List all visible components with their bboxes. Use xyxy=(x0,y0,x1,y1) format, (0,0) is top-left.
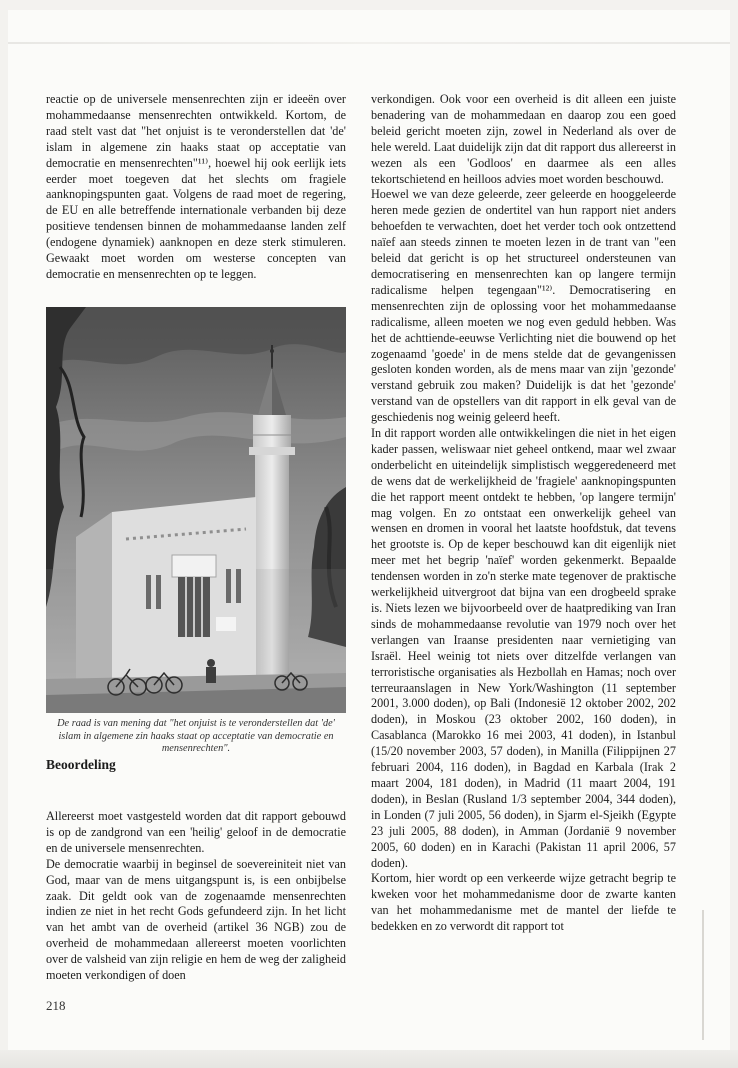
section-heading: Beoordeling xyxy=(46,757,116,772)
left-column-bottom xyxy=(46,809,346,984)
paragraph: reactie op de universele mensenrechten zijn er ideeën over mohammedaanse mensenrechten ontwikkeld. Kortom, de raad stelt vast dat "het onjuist is te veronderstellen dat 'de' islam in algemene zin haaks staat op acceptatie van democratie en mensenrechten"¹¹⁾, hoewel hij ook eerlijk iets eerder moet toegeven dat het slechts om fragiele aanknopingspunten gaat. Volgens de raad moet de regering, de EU en alle betreffende internationale verbanden bij deze positieve tendensen binnen de mohammedaanse landen zelf (endogene dynamiek) aanknopen en deze sterk stimuleren. Gewaakt moet worden om westerse concepten van democratie en mensenrechten op te leggen. xyxy=(46,92,346,281)
page-edge-shadow xyxy=(702,910,704,1040)
paragraph: Hoewel we van deze geleerde, zeer geleerde en hooggeleerde heren mede gezien de ondertitel van hun rapport niet anders behoefden te verwachten, doet het verder toch ook ontzettend naïef aan steeds zinnen te moeten lezen in de trant van "een beleid dat gericht is op het structureel ondersteunen van democratisering en mensenrechten kan op langere termijn radicalisme helpen tegengaan"¹²⁾. Democratisering en mensenrechten zijn de oplossing voor het mohammedaanse radicalisme, alleen moeten we nog even geduld hebben. Was het de achttiende-eeuwse Verlichting niet die bouwend op het zogenaamd 'goede' in de mens stelde dat de gevangenissen gesloten konden worden, als de mens maar van zijn 'gezonde' verstand gebruik zou maken? Duidelijk is dat het 'gezonde' verstand van de opstellers van dit rapport in elk geval van de geschiedenis nog weinig geleerd heeft. xyxy=(371,187,676,425)
mosque-photo xyxy=(46,307,346,713)
photo-caption: De raad is van mening dat "het onjuist is te veronderstellen dat 'de' islam in algemene zin haaks staat op acceptatie van democratie en mensenrechten". xyxy=(57,718,335,755)
document-page xyxy=(8,10,730,1058)
paragraph: verkondigen. Ook voor een overheid is dit alleen een juiste benadering van de mohammedaan en daarop zou een goed beleid gericht moeten zijn, zowel in Nederland als over de hele wereld. Laat duidelijk zijn dat dit rapport dus allereerst in wezen als een 'Godloos' en daarmee als een alles tekortschietend en heilloos advies moet worden beschouwd. xyxy=(371,92,676,186)
paragraph: De democratie waarbij in beginsel de soevereiniteit niet van God, maar van de mens uitgangspunt is, is een onbijbelse zaak. Dit geldt ook van de zogenaamde mensenrechten indien ze niet in het recht Gods gefundeerd zijn. In het licht van het ambt van de overheid (artikel 36 NGB) zou de overheid de mohammedaan allereerst moeten voorlichten over de valsheid van zijn religie en hem de weg der zaligheid moeten verkondigen of doen xyxy=(46,856,346,983)
right-column xyxy=(371,92,676,935)
mosque-illustration xyxy=(46,307,346,713)
scan-bottom-edge xyxy=(0,1050,738,1068)
left-column-top xyxy=(46,92,346,283)
paragraph: Allereerst moet vastgesteld worden dat dit rapport gebouwd is op de zandgrond van een 'heilig' geloof in de democratie en de universele mensenrechten. xyxy=(46,809,346,855)
paragraph: In dit rapport worden alle ontwikkelingen die niet in het eigen kader passen, weliswaar niet geheel ontkend, maar wel zwaar onderbelicht en uiteindelijk simplistisch weggeredeneerd met de wens dat de werkelijkheid de 'fragiele' aanknopingspunten die het rapport meent ontdekt te hebben, 'op langere termijn' mag volgen. En zo ontstaat een onwerkelijk geheel van wensen en dromen in vooral het laatste hoofdstuk, dat tevens het grootste is. Op de keper beschouwd kan dit eigenlijk niet meer met het begrip 'naïef' worden gekenmerkt. Bepaalde tendensen worden in zo'n sterke mate tegenover de praktische werkelijkheid uitvergroot dat bijna van een drogbeeld sprake is. Niets lezen we bijvoorbeeld over de haatprediking van Iran sinds de mohammedaanse revolutie van 1979 noch over het verlangen van Iraanse presidenten naar vernietiging van Israël. Heel weinig tot niets over ditzelfde verlangen van terroristische organisaties als Hezbollah en Hamas; noch over terreuraanslagen in New York/Washington (11 september 2001, 3.000 doden), op Bali (Indonesië 12 oktober 2002, 202 doden), in Moskou (23 oktober 2002, 160 doden), in Casablanca (Marokko 16 mei 2003, 41 doden), in Istanbul (15/20 november 2003, 57 doden), in Manilla (Filippijnen 27 februari 2004, 116 doden), in Bagdad en Karbala (Irak 2 maart 2004, 181 doden), in Madrid (11 maart 2004, 191 doden), in Beslan (Rusland 1/3 september 2004, 344 doden), in Londen (7 juli 2005, 56 doden), in Sjarm el-Sjeikh (Egypte 23 juli 2005, 88 doden), in Amman (Jordanië 9 november 2005, 60 doden) en in Karachi (Pakistan 11 april 2006, 57 doden). xyxy=(371,426,676,870)
page-number: 218 xyxy=(46,998,66,1013)
paragraph: Kortom, hier wordt op een verkeerde wijze getracht begrip te kweken voor het mohammedanisme door de zwarte kanten van het mohammedanisme met de mantel der liefde te bedekken en zo verwordt dit rapport tot xyxy=(371,871,676,934)
